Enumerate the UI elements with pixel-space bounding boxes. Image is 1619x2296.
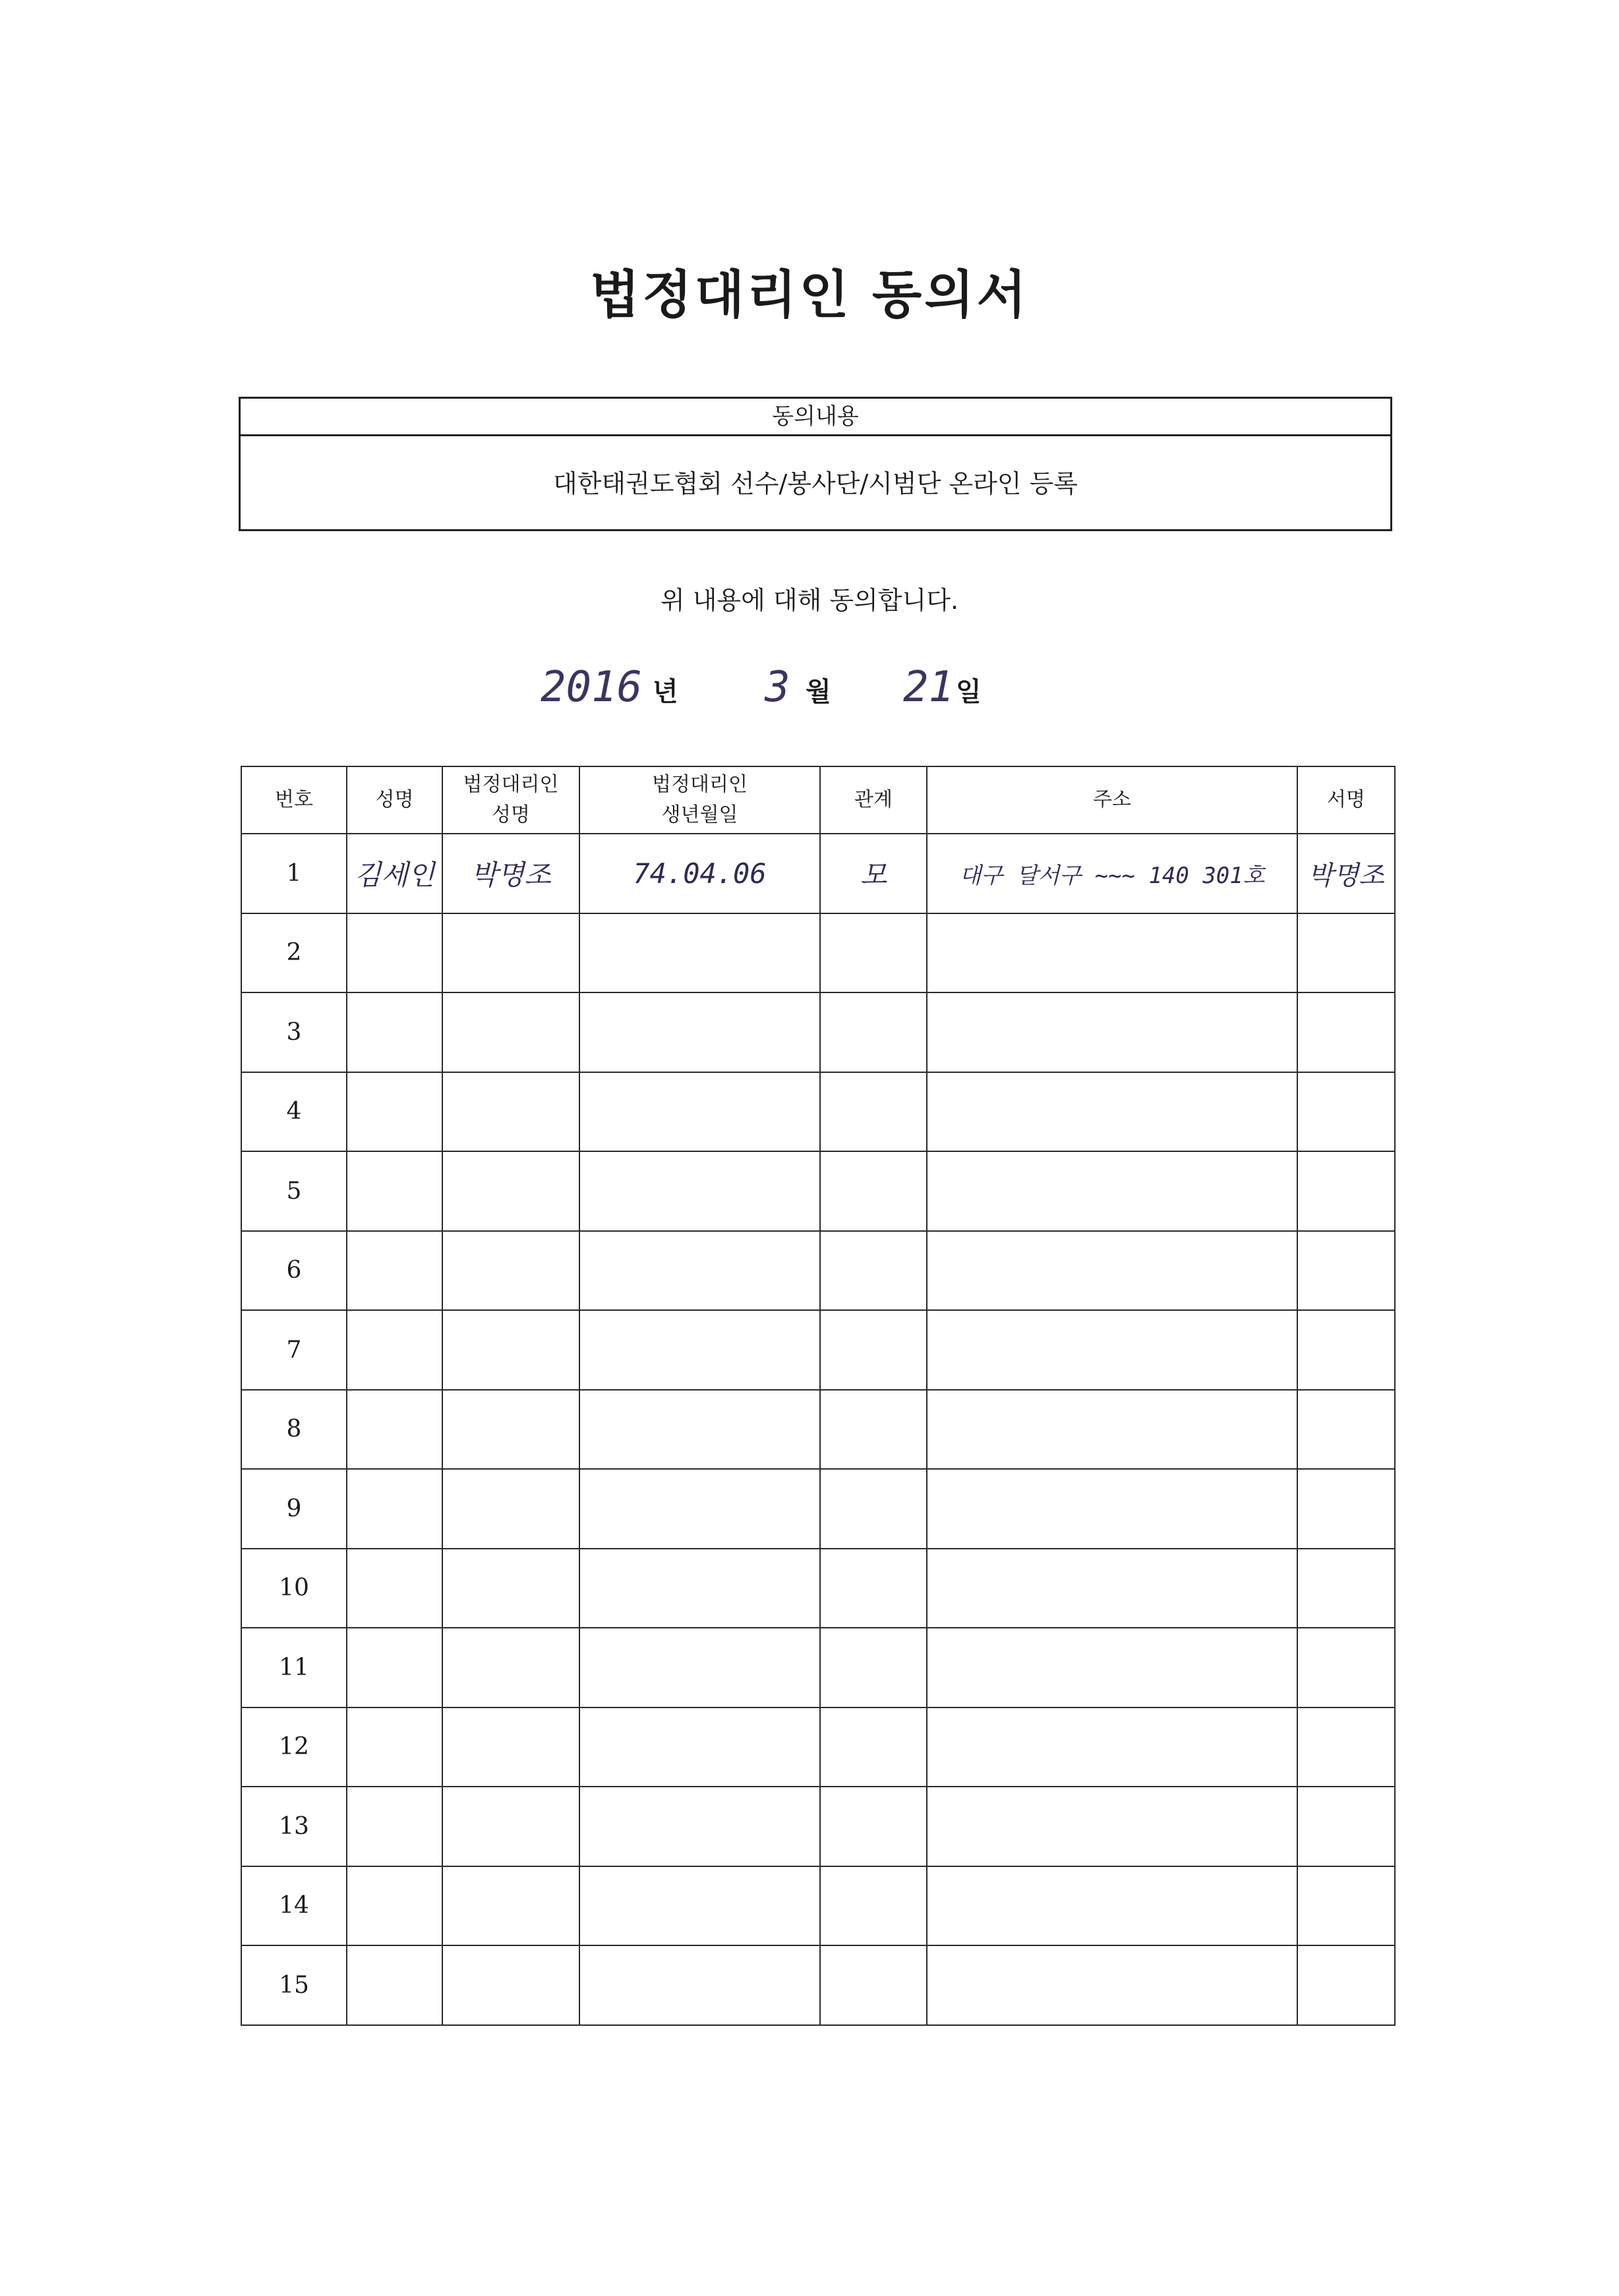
date-row [0,659,1619,718]
table-row [241,1469,1395,1549]
agree-statement: 위 내용에 대해 동의합니다. [660,586,959,615]
row-guardian-name [442,1390,579,1470]
page-title: 법정대리인 동의서 [590,266,1029,325]
row-birth [579,913,820,993]
row-relation [820,1787,927,1866]
row-guardian-name: 박명조 [442,834,579,913]
date-day-value: 21 [903,663,955,712]
row-relation [820,1945,927,2025]
row-relation [820,1072,927,1152]
row-guardian-name [442,1151,579,1231]
row-address [927,1787,1297,1866]
row-signature [1297,1628,1395,1708]
row-no: 5 [241,1151,347,1231]
header-guardian-birth-line1: 법정대리인 [652,773,748,796]
row-name [347,1549,442,1628]
header-no: 번호 [241,766,347,834]
row-address [927,1628,1297,1708]
row-no: 3 [241,992,347,1072]
table-row [241,834,1395,913]
row-relation [820,1708,927,1787]
consent-box [239,397,1392,531]
row-address [927,1866,1297,1946]
row-no: 1 [241,834,347,913]
row-name: 김세인 [347,834,442,913]
table-row [241,1787,1395,1866]
row-signature [1297,1469,1395,1549]
row-name [347,1469,442,1549]
table-row [241,1628,1395,1708]
row-no: 15 [241,1945,347,2025]
row-name [347,1231,442,1311]
row-relation [820,1866,927,1946]
table-row [241,1945,1395,2025]
table-row [241,913,1395,993]
header-relation: 관계 [820,766,927,834]
row-guardian-name [442,1787,579,1866]
row-address [927,1072,1297,1152]
row-signature: 박명조 [1297,834,1395,913]
row-address [927,1549,1297,1628]
row-name [347,1787,442,1866]
row-guardian-name [442,1945,579,2025]
row-relation [820,1231,927,1311]
row-no: 7 [241,1310,347,1390]
row-guardian-name [442,1310,579,1390]
row-signature [1297,1549,1395,1628]
date-year-label: 년 [653,677,678,707]
row-guardian-name [442,1469,579,1549]
row-address: 대구 달서구 ~~~ 140 301호 [927,834,1297,913]
row-guardian-name [442,1231,579,1311]
row-address [927,992,1297,1072]
date-month-label: 월 [806,677,831,707]
row-relation [820,1151,927,1231]
header-guardian-name-line2: 성명 [492,803,530,826]
consent-text: 대한태권도협회 선수/봉사단/시범단 온라인 등록 [552,469,1078,498]
row-name [347,1708,442,1787]
row-relation [820,1469,927,1549]
row-birth [579,992,820,1072]
table-row [241,1390,1395,1470]
header-address: 주소 [927,766,1297,834]
row-signature [1297,1390,1395,1470]
row-birth [579,1549,820,1628]
row-name [347,1072,442,1152]
row-no: 6 [241,1231,347,1311]
row-no: 14 [241,1866,347,1946]
guardian-table [241,766,1396,2026]
row-no: 12 [241,1708,347,1787]
row-birth [579,1787,820,1866]
row-address [927,1469,1297,1549]
row-signature [1297,992,1395,1072]
consent-header: 동의내용 [241,399,1390,436]
header-name: 성명 [347,766,442,834]
row-address [927,1151,1297,1231]
row-signature [1297,1945,1395,2025]
row-name [347,1310,442,1390]
row-signature [1297,1231,1395,1311]
date-month-value: 3 [765,663,790,712]
row-guardian-name [442,992,579,1072]
row-signature [1297,1310,1395,1390]
date-day-label: 일 [956,677,982,707]
table-row [241,1708,1395,1787]
row-name [347,1390,442,1470]
row-guardian-name [442,913,579,993]
row-relation [820,913,927,993]
row-birth [579,1628,820,1708]
header-guardian-birth [579,766,820,834]
row-birth [579,1231,820,1311]
row-relation [820,1390,927,1470]
date-year-value: 2016 [541,663,643,712]
row-no: 8 [241,1390,347,1470]
row-name [347,1628,442,1708]
row-name [347,913,442,993]
row-birth [579,1469,820,1549]
row-birth [579,1866,820,1946]
row-guardian-name [442,1708,579,1787]
row-guardian-name [442,1549,579,1628]
row-address [927,913,1297,993]
table-row [241,992,1395,1072]
row-relation [820,1628,927,1708]
row-guardian-name [442,1072,579,1152]
row-relation: 모 [820,834,927,913]
table-header-row [241,766,1395,834]
row-birth [579,1390,820,1470]
table-row [241,1072,1395,1152]
header-guardian-name [442,766,579,834]
header-guardian-name-line1: 법정대리인 [463,773,559,796]
row-relation [820,1549,927,1628]
table-row [241,1231,1395,1311]
row-guardian-name [442,1628,579,1708]
row-relation [820,1310,927,1390]
header-signature: 서명 [1297,766,1395,834]
row-signature [1297,1151,1395,1231]
row-address [927,1231,1297,1311]
row-address [927,1310,1297,1390]
row-birth [579,1708,820,1787]
row-name [347,992,442,1072]
row-birth [579,1945,820,2025]
row-no: 11 [241,1628,347,1708]
row-no: 2 [241,913,347,993]
row-birth [579,1072,820,1152]
row-guardian-name [442,1866,579,1946]
row-name [347,1151,442,1231]
row-name [347,1945,442,2025]
header-guardian-birth-line2: 생년월일 [661,803,738,826]
row-name [347,1866,442,1946]
row-address [927,1708,1297,1787]
row-address [927,1390,1297,1470]
row-signature [1297,1708,1395,1787]
row-signature [1297,1787,1395,1866]
row-no: 13 [241,1787,347,1866]
row-no: 10 [241,1549,347,1628]
table-row [241,1549,1395,1628]
table-row [241,1151,1395,1231]
table-row [241,1866,1395,1946]
row-no: 4 [241,1072,347,1152]
row-signature [1297,1866,1395,1946]
row-address [927,1945,1297,2025]
row-birth [579,1310,820,1390]
row-birth: 74.04.06 [579,834,820,913]
row-birth [579,1151,820,1231]
row-signature [1297,913,1395,993]
row-relation [820,992,927,1072]
table-row [241,1310,1395,1390]
row-signature [1297,1072,1395,1152]
row-no: 9 [241,1469,347,1549]
